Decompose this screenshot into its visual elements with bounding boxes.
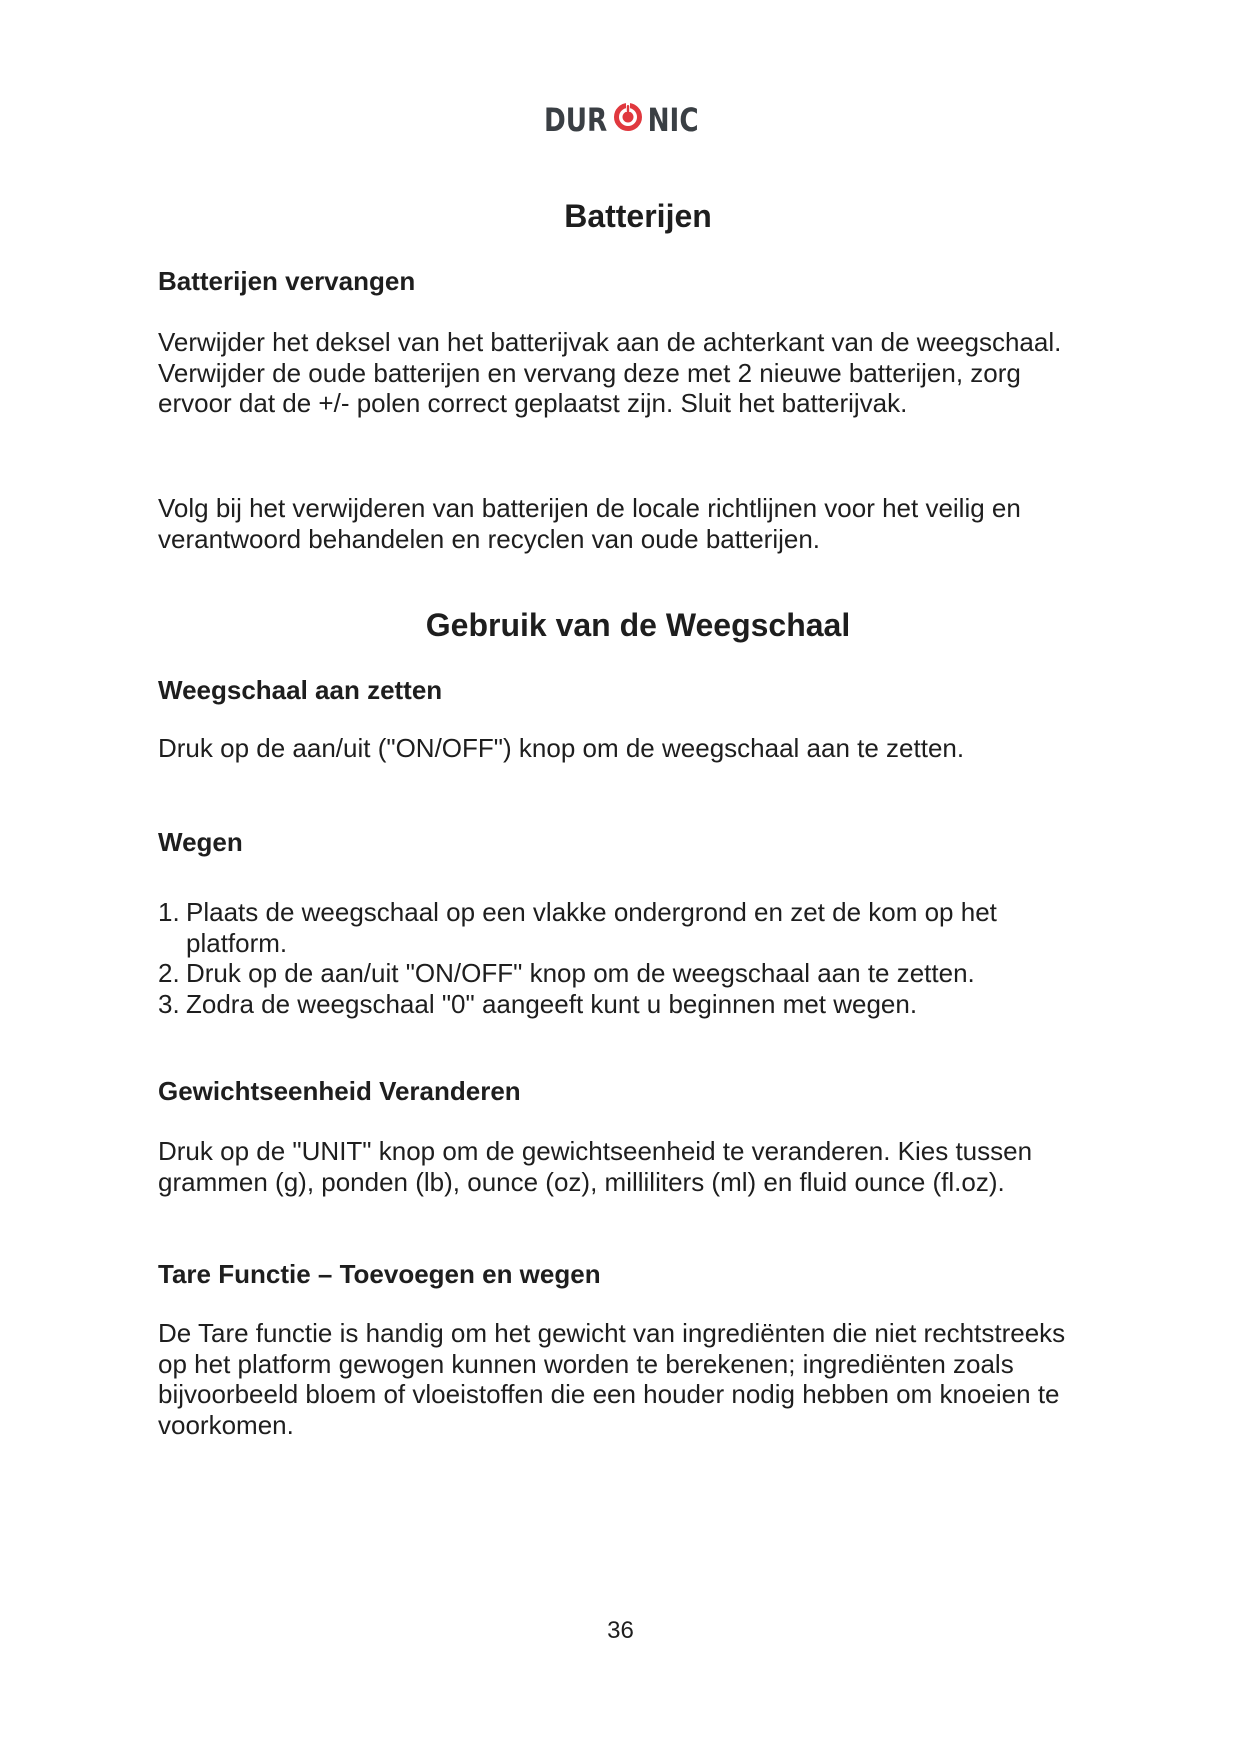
list-item-text: Plaats de weegschaal op een vlakke ondergrond en zet de kom op het platform. — [186, 897, 997, 958]
power-o-icon — [613, 102, 643, 139]
weighing-steps-list — [158, 897, 1098, 1019]
paragraph-tare: De Tare functie is handig om het gewicht van ingrediënten die niet rechtstreeks op het platform gewogen kunnen worden te berekenen; ingrediënten zoals bijvoorbeeld bloem of vloeistoffen die een houder nodig hebben om knoeien te voorkomen. — [158, 1318, 1066, 1440]
list-item-text: Zodra de weegschaal "0" aangeeft kunt u beginnen met wegen. — [186, 988, 918, 1019]
heading-weighing: Wegen — [158, 827, 243, 857]
list-item-text: Druk op de aan/uit "ON/OFF" knop om de weegschaal aan te zetten. — [186, 958, 975, 988]
logo-text-start: DUR — [543, 101, 608, 139]
list-item — [158, 958, 1098, 989]
heading-replace-batteries: Batterijen vervangen — [158, 266, 416, 296]
list-item-number: 1. — [158, 897, 180, 927]
list-item-number: 3. — [158, 988, 180, 1019]
list-item — [158, 897, 1098, 958]
paragraph-turn-on: Druk op de aan/uit ("ON/OFF") knop om de weegschaal aan te zetten. — [158, 733, 965, 763]
logo-text-end: NIC — [647, 101, 699, 139]
page-number: 36 — [607, 1617, 634, 1644]
heading-turn-on: Weegschaal aan zetten — [158, 675, 443, 705]
heading-tare: Tare Functie – Toevoegen en wegen — [158, 1259, 601, 1289]
paragraph-unit: Druk op de "UNIT" knop om de gewichtseenheid te veranderen. Kies tussen grammen (g), ponden (lb), ounce (oz), milliliters (ml) en fluid ounce (fl.oz). — [158, 1136, 1033, 1197]
heading-unit: Gewichtseenheid Veranderen — [158, 1076, 521, 1106]
paragraph-replace-batteries: Verwijder het deksel van het batterijvak aan de achterkant van de weegschaal. Verwijder de oude batterijen en vervang deze met 2 nieuwe batterijen, zorg ervoor dat de +/- polen correct geplaatst zijn. Sluit het batterijvak. — [158, 327, 1062, 418]
section-title-usage: Gebruik van de Weegschaal — [425, 607, 851, 643]
section-title-batteries: Batterijen — [564, 198, 712, 234]
list-item — [158, 989, 1098, 1020]
brand-logo — [0, 100, 1241, 139]
paragraph-battery-disposal: Volg bij het verwijderen van batterijen de locale richtlijnen voor het veilig en verantwoord behandelen en recyclen van oude batterijen. — [158, 493, 1021, 554]
list-item-number: 2. — [158, 958, 180, 988]
